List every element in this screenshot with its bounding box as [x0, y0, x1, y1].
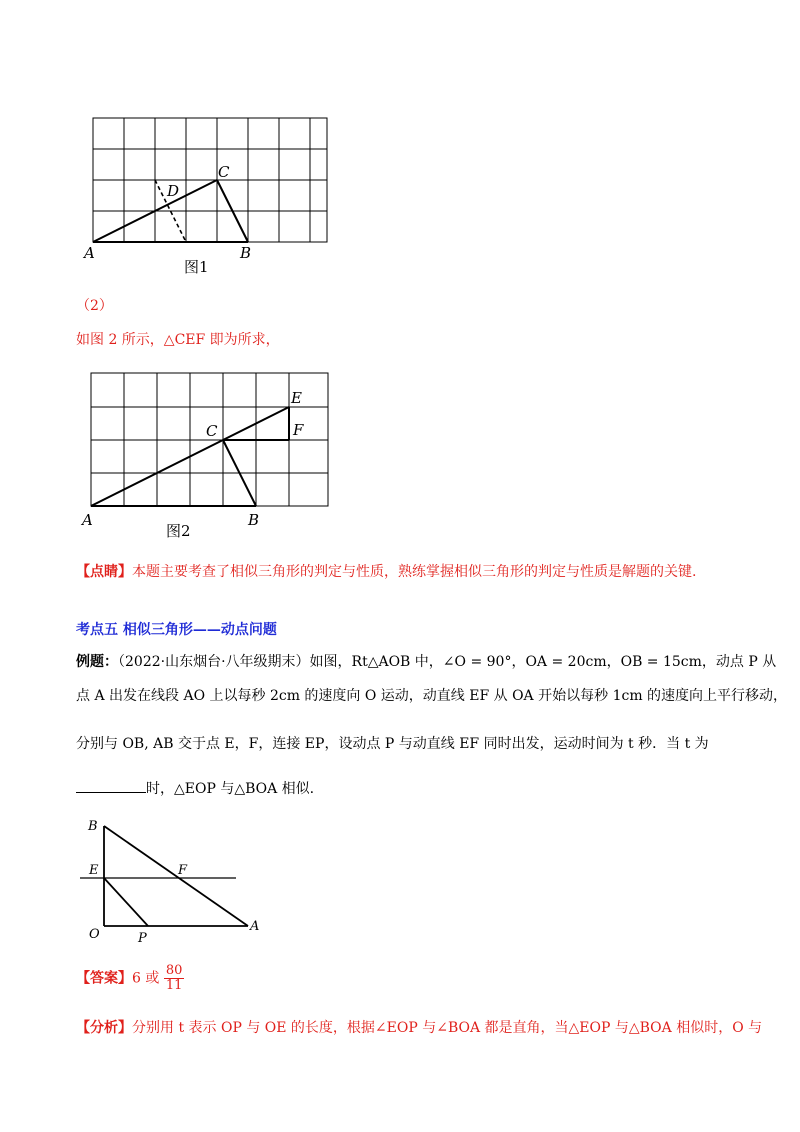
answer-fraction-numerator: 80: [165, 963, 183, 978]
figure-2-label-E: E: [291, 389, 302, 407]
figure-3: [80, 812, 270, 952]
figure-3-label-B: B: [88, 819, 98, 834]
example-line-4: [76, 778, 314, 799]
analysis-paragraph: [76, 1018, 762, 1038]
example-line-1: [76, 652, 776, 672]
answer-or: 或: [145, 970, 160, 987]
figure-2-caption: 图2: [166, 522, 191, 540]
answer-paragraph: [76, 964, 184, 993]
figure-3-label-A: A: [250, 919, 260, 934]
answer-tag: 【答案】: [76, 970, 132, 987]
figure-1: [80, 110, 340, 280]
comment-text: 本题主要考查了相似三角形的判定与性质，熟练掌握相似三角形的判定与性质是解题的关键.: [132, 564, 697, 580]
analysis-text: 分别用 t 表示 OP 与 OE 的长度，根据∠EOP 与∠BOA 都是直角，当△EOP 与△BOA 相似时，O 与: [132, 1020, 763, 1036]
figure-2-label-F: F: [293, 421, 304, 439]
answer-blank: [76, 778, 146, 793]
section-title: 考点五 相似三角形——动点问题: [76, 622, 277, 638]
comment-tag: 【点睛】: [76, 564, 132, 580]
figure-3-label-O: O: [89, 927, 100, 942]
comment-paragraph: [76, 562, 696, 582]
part-2-line: 如图 2 所示，△CEF 即为所求，: [76, 332, 280, 348]
figure-1-label-D: D: [167, 182, 180, 200]
figure-2: [80, 365, 350, 540]
figure-2-label-C: C: [206, 422, 218, 440]
example-line-2: 点 A 出发在线段 AO 上以每秒 2cm 的速度向 O 运动，动直线 EF 从 OA 开始以每秒 1cm 的速度向上平行移动，: [76, 688, 788, 704]
figure-1-label-B: B: [240, 244, 252, 262]
figure-3-label-E: E: [89, 863, 99, 878]
figure-2-label-A: A: [82, 511, 93, 529]
figure-3-label-F: F: [178, 863, 188, 878]
example-line-3: 分别与 OB, AB 交于点 E，F，连接 EP，设动点 P 与动直线 EF 同时出发，运动时间为 t 秒．当 t 为: [76, 736, 709, 752]
figure-3-line-BA: [104, 826, 248, 926]
answer-fraction: [164, 964, 185, 993]
figure-1-caption: 图1: [184, 258, 209, 276]
figure-2-label-B: B: [248, 511, 260, 529]
answer-value-1: 6: [132, 970, 141, 987]
figure-3-line-EP: [104, 878, 148, 926]
example-tag: 例题：: [76, 654, 118, 670]
analysis-tag: 【分析】: [76, 1020, 132, 1036]
part-2-label: （2）: [76, 298, 113, 314]
example-line-4-text: 时，△EOP 与△BOA 相似.: [146, 781, 315, 797]
figure-1-label-A: A: [84, 244, 95, 262]
answer-fraction-denominator: 11: [165, 978, 183, 993]
figure-3-label-P: P: [138, 931, 147, 946]
figure-1-label-C: C: [218, 163, 230, 181]
example-line-1-text: （2022·山东烟台·八年级期末）如图，Rt△AOB 中，∠O = 90°，OA = 20cm，OB = 15cm，动点 P 从: [118, 654, 777, 670]
